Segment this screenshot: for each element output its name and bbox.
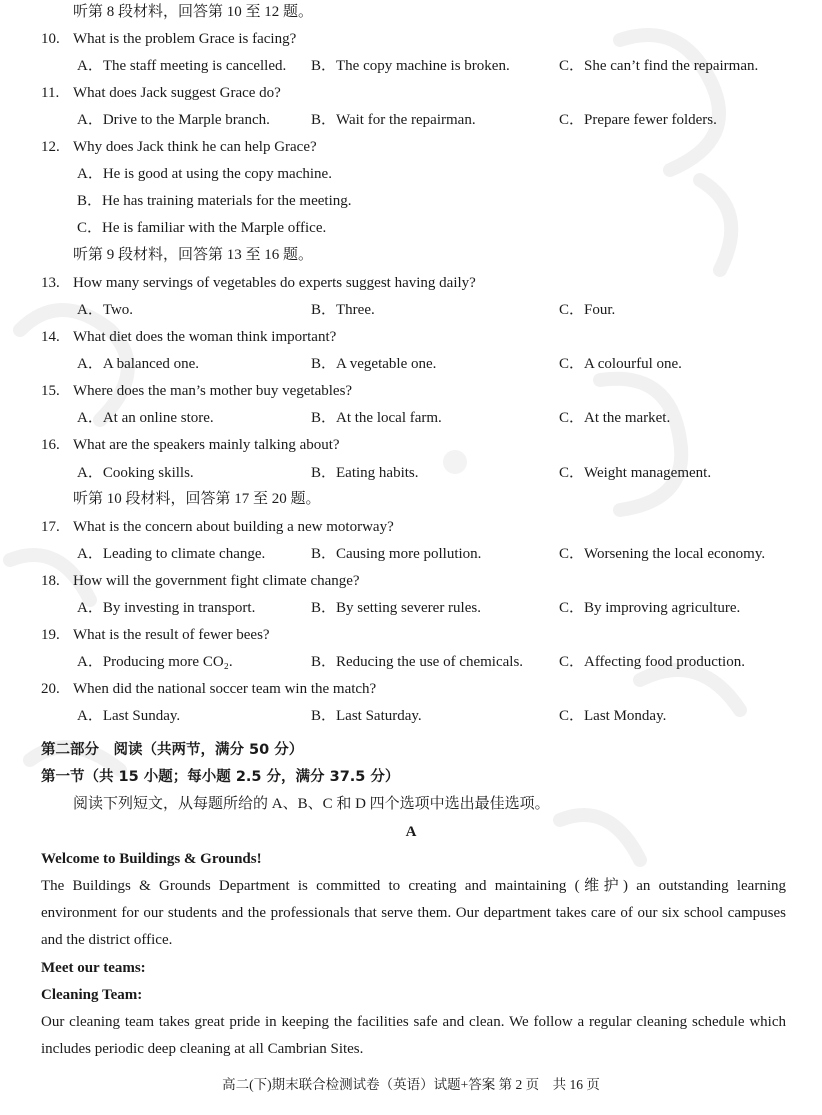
cleaning-team-text: Our cleaning team takes great pride in keeping the facilities safe and clean. We follow a regular cleaning schedule which includes periodic deep cleaning at all Cambrian Sites. xyxy=(41,1014,786,1057)
option-b: B．Reducing the use of chemicals. xyxy=(311,654,524,670)
question-number: 11. xyxy=(41,85,60,101)
option-c: C．He is familiar with the Marple office. xyxy=(77,220,327,236)
option-c: C．Prepare fewer folders. xyxy=(559,112,717,128)
question-text: What is the result of fewer bees? xyxy=(73,627,270,643)
question-number: 19. xyxy=(41,627,60,643)
question-text: What is the concern about building a new motorway? xyxy=(73,519,394,535)
option-b: B．The copy machine is broken. xyxy=(311,58,510,74)
passage-title: Welcome to Buildings & Grounds! xyxy=(41,851,262,867)
cleaning-team-heading: Cleaning Team: xyxy=(41,987,143,1003)
question-number: 12. xyxy=(41,139,60,155)
question-number: 20. xyxy=(41,681,60,697)
question-text: How many servings of vegetables do experts suggest having daily? xyxy=(73,275,476,291)
option-a: A．The staff meeting is cancelled. xyxy=(77,58,287,74)
instruction-section-10: 听第 10 段材料，回答第 17 至 20 题。 xyxy=(73,491,321,507)
option-b: B．Three. xyxy=(311,302,375,318)
question-number: 10. xyxy=(41,31,60,47)
page-footer: 高二(下)期末联合检测试卷（英语）试题+答案 第 2 页 共 16 页 xyxy=(222,1077,600,1092)
option-c: C．Affecting food production. xyxy=(559,654,745,670)
option-c: C．Last Monday. xyxy=(559,708,667,724)
option-a: A．A balanced one. xyxy=(77,356,200,372)
passage-letter: A xyxy=(405,824,417,840)
teams-heading: Meet our teams: xyxy=(41,960,146,976)
option-c: C．By improving agriculture. xyxy=(559,600,741,616)
question-text: Where does the man’s mother buy vegetables? xyxy=(73,383,353,399)
instruction-section-8: 听第 8 段材料，回答第 10 至 12 题。 xyxy=(73,4,314,20)
option-a: A．Producing more CO₂. xyxy=(77,654,233,670)
option-a: A．Two. xyxy=(77,302,134,318)
question-number: 17. xyxy=(41,519,60,535)
section-one-title: 第一节（共 15 小题；每小题 2.5 分，满分 37.5 分） xyxy=(41,769,400,785)
option-b: B．Causing more pollution. xyxy=(311,546,482,562)
option-b: B．A vegetable one. xyxy=(311,356,437,372)
question-number: 18. xyxy=(41,573,60,589)
option-b: B．Last Saturday. xyxy=(311,708,422,724)
option-a: A．Drive to the Marple branch. xyxy=(77,112,270,128)
option-a: A．Leading to climate change. xyxy=(77,546,266,562)
question-text: What diet does the woman think important? xyxy=(73,329,337,345)
reading-instruction: 阅读下列短文，从每题所给的 A、B、C 和 D 四个选项中选出最佳选项。 xyxy=(73,796,550,812)
option-b: B．By setting severer rules. xyxy=(311,600,481,616)
question-text: When did the national soccer team win the match? xyxy=(73,681,377,697)
passage-intro: The Buildings & Grounds Department is committed to creating and maintaining (维护) an outstanding learning environment for our students and the professionals that serve them. Our department takes care of our six school campuses and the district office. xyxy=(41,878,786,948)
option-b: B．Eating habits. xyxy=(311,465,419,481)
option-c: C．She can’t find the repairman. xyxy=(559,58,759,74)
option-c: C．A colourful one. xyxy=(559,356,682,372)
option-c: C．Worsening the local economy. xyxy=(559,546,766,562)
option-b: B．At the local farm. xyxy=(311,410,442,426)
option-c: C．At the market. xyxy=(559,410,671,426)
question-text: How will the government fight climate change? xyxy=(73,573,360,589)
question-number: 15. xyxy=(41,383,60,399)
question-number: 13. xyxy=(41,275,60,291)
option-b: B．Wait for the repairman. xyxy=(311,112,476,128)
option-a: A．Last Sunday. xyxy=(77,708,181,724)
option-a: A．At an online store. xyxy=(77,410,214,426)
question-number: 16. xyxy=(41,437,60,453)
question-number: 14. xyxy=(41,329,60,345)
option-a: A．Cooking skills. xyxy=(77,465,194,481)
option-c: C．Weight management. xyxy=(559,465,712,481)
option-b: B．He has training materials for the meeting. xyxy=(77,193,352,209)
option-a: A．By investing in transport. xyxy=(77,600,256,616)
question-text: What is the problem Grace is facing? xyxy=(73,31,297,47)
question-text: What are the speakers mainly talking about? xyxy=(73,437,340,453)
question-text: Why does Jack think he can help Grace? xyxy=(73,139,317,155)
part-two-title: 第二部分 阅读（共两节，满分 50 分） xyxy=(41,742,304,758)
option-a: A．He is good at using the copy machine. xyxy=(77,166,332,182)
instruction-section-9: 听第 9 段材料，回答第 13 至 16 题。 xyxy=(73,247,314,263)
option-c: C．Four. xyxy=(559,302,616,318)
question-text: What does Jack suggest Grace do? xyxy=(73,85,281,101)
